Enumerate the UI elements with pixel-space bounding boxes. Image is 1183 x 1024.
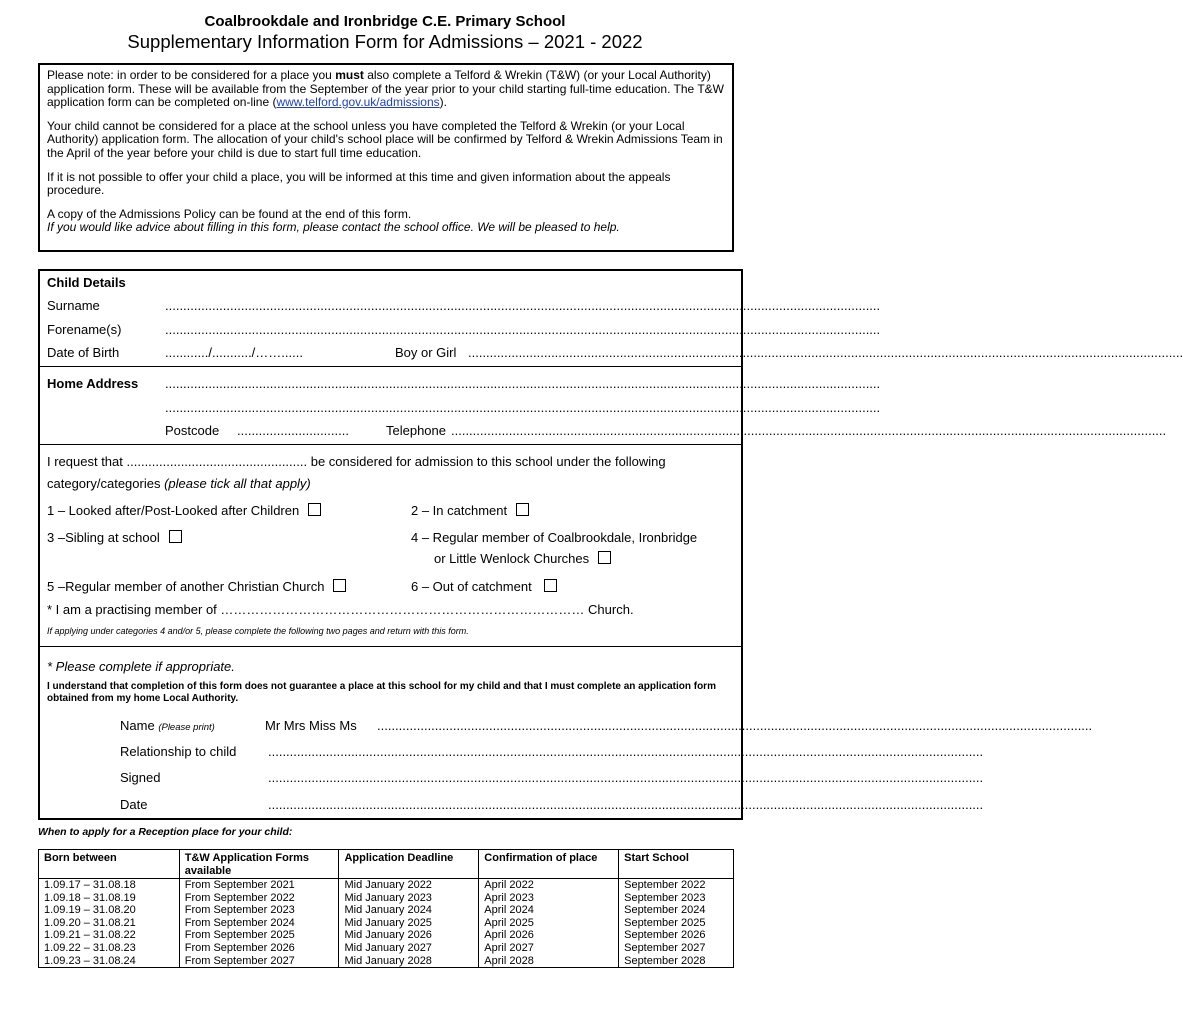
practising-member-line: * I am a practising member of ………………………………………………………………………… Church. bbox=[47, 602, 634, 617]
note-paragraph-1: Please note: in order to be considered for a place you must also complete a Telford & Wrekin (T&W) (or your Local Authority) application form. These will be available from the September of the year prior to your child starting full-time education. The T&W application form can be completed on-line (www.telford.gov.uk/admissions). bbox=[47, 68, 724, 110]
table-cell: 1.09.19 – 31.08.20 bbox=[39, 904, 180, 917]
table-row bbox=[39, 929, 734, 942]
dob-label: Date of Birth bbox=[47, 345, 120, 360]
table-row bbox=[39, 955, 734, 968]
table-cell: From September 2021 bbox=[179, 879, 339, 892]
telephone-label: Telephone bbox=[386, 423, 446, 438]
table-cell: Mid January 2022 bbox=[339, 879, 479, 892]
table-cell: From September 2027 bbox=[179, 955, 339, 968]
declaration-text: I understand that completion of this form does not guarantee a place at this school for my child and that I must complete an application form obtained from my home Local Authority. bbox=[47, 681, 716, 704]
forenames-field[interactable]: ...................................................................................................................................................................................................... bbox=[165, 322, 881, 337]
column-header: Born between bbox=[39, 850, 180, 879]
table-cell: April 2022 bbox=[479, 879, 619, 892]
table-cell: April 2025 bbox=[479, 917, 619, 930]
school-name: Coalbrookdale and Ironbridge C.E. Primary School bbox=[204, 13, 566, 30]
table-cell: From September 2022 bbox=[179, 892, 339, 905]
admissions-link[interactable]: www.telford.gov.uk/admissions bbox=[276, 95, 440, 110]
table-cell: April 2028 bbox=[479, 955, 619, 968]
schedule-heading: When to apply for a Reception place for your child: bbox=[38, 826, 293, 838]
signature-field[interactable]: ...................................................................................................................................................................................................... bbox=[268, 770, 984, 785]
table-cell: 1.09.22 – 31.08.23 bbox=[39, 942, 180, 955]
surname-label: Surname bbox=[47, 298, 100, 313]
admission-note-box bbox=[38, 63, 734, 252]
table-cell: September 2027 bbox=[619, 942, 734, 955]
table-row bbox=[39, 917, 734, 930]
table-cell: April 2026 bbox=[479, 929, 619, 942]
signed-label: Signed bbox=[120, 770, 161, 785]
address-line-1[interactable]: ...................................................................................................................................................................................................... bbox=[165, 376, 881, 391]
table-cell: Mid January 2023 bbox=[339, 892, 479, 905]
name-field[interactable]: ...................................................................................................................................................................................................... bbox=[377, 718, 1093, 733]
relationship-field[interactable]: ...................................................................................................................................................................................................... bbox=[268, 744, 984, 759]
date-field[interactable]: ...................................................................................................................................................................................................... bbox=[268, 797, 984, 812]
table-cell: Mid January 2025 bbox=[339, 917, 479, 930]
postcode-field[interactable]: ............................... bbox=[237, 423, 349, 438]
table-cell: From September 2026 bbox=[179, 942, 339, 955]
table-cell: 1.09.17 – 31.08.18 bbox=[39, 879, 180, 892]
table-cell: Mid January 2024 bbox=[339, 904, 479, 917]
category-4: 4 – Regular member of Coalbrookdale, Ironbridge bbox=[411, 530, 698, 545]
table-cell: April 2023 bbox=[479, 892, 619, 905]
category-3-checkbox[interactable] bbox=[169, 530, 182, 543]
table-row bbox=[39, 904, 734, 917]
note-paragraph-5: If you would like advice about filling in this form, please contact the school office. We will be pleased to help. bbox=[47, 220, 620, 235]
note-paragraph-4: A copy of the Admissions Policy can be found at the end of this form. bbox=[47, 206, 412, 221]
category-3: 3 –Sibling at school bbox=[47, 530, 182, 545]
home-address-heading: Home Address bbox=[47, 376, 139, 391]
category-line: category/categories (please tick all that apply) bbox=[47, 476, 311, 491]
category-5: 5 –Regular member of another Christian Church bbox=[47, 579, 346, 594]
category-note: If applying under categories 4 and/or 5, please complete the following two pages and return with this form. bbox=[47, 626, 469, 636]
postcode-label: Postcode bbox=[165, 423, 220, 438]
divider bbox=[40, 444, 741, 445]
column-header: T&W Application Forms available bbox=[179, 850, 339, 879]
category-1-checkbox[interactable] bbox=[308, 503, 321, 516]
table-row bbox=[39, 879, 734, 892]
category-6-checkbox[interactable] bbox=[544, 579, 557, 592]
table-cell: 1.09.23 – 31.08.24 bbox=[39, 955, 180, 968]
table-cell: September 2024 bbox=[619, 904, 734, 917]
note-must: must bbox=[335, 68, 364, 82]
table-cell: April 2027 bbox=[479, 942, 619, 955]
category-6: 6 – Out of catchment bbox=[411, 579, 557, 594]
application-form-box bbox=[38, 269, 1183, 820]
date-label: Date bbox=[120, 797, 148, 812]
divider bbox=[40, 646, 741, 647]
title-options: Mr Mrs Miss Ms bbox=[265, 718, 357, 733]
table-cell: September 2023 bbox=[619, 892, 734, 905]
table-cell: From September 2025 bbox=[179, 929, 339, 942]
dob-field[interactable]: ............/.........../……...... bbox=[165, 345, 303, 360]
table-cell: April 2024 bbox=[479, 904, 619, 917]
relationship-label: Relationship to child bbox=[120, 744, 237, 759]
request-child-name-field[interactable]: .................................................. bbox=[126, 454, 308, 469]
table-cell: September 2028 bbox=[619, 955, 734, 968]
table-cell: September 2026 bbox=[619, 929, 734, 942]
table-row bbox=[39, 942, 734, 955]
table-cell: From September 2023 bbox=[179, 904, 339, 917]
category-4-continued: or Little Wenlock Churches bbox=[434, 551, 611, 566]
boy-girl-field[interactable]: ...................................................................................................................................................................................................... bbox=[468, 345, 1183, 360]
form-title: Supplementary Information Form for Admissions – 2021 - 2022 bbox=[127, 31, 643, 52]
table-cell: September 2022 bbox=[619, 879, 734, 892]
church-name-field[interactable]: ………………………………………………………………………… bbox=[220, 602, 585, 617]
category-2-checkbox[interactable] bbox=[516, 503, 529, 516]
table-cell: 1.09.21 – 31.08.22 bbox=[39, 929, 180, 942]
address-line-2[interactable]: ...................................................................................................................................................................................................... bbox=[165, 400, 881, 415]
forenames-label: Forename(s) bbox=[47, 322, 122, 337]
table-cell: 1.09.18 – 31.08.19 bbox=[39, 892, 180, 905]
category-2: 2 – In catchment bbox=[411, 503, 529, 518]
table-row bbox=[39, 892, 734, 905]
category-1: 1 – Looked after/Post-Looked after Children bbox=[47, 503, 321, 518]
table-cell: September 2025 bbox=[619, 917, 734, 930]
table-cell: Mid January 2027 bbox=[339, 942, 479, 955]
note-paragraph-3: If it is not possible to offer your child a place, you will be informed at this time and given information about the appeals procedure. bbox=[47, 169, 671, 198]
telephone-field[interactable]: ...................................................................................................................................................................................................... bbox=[451, 423, 1167, 438]
table-cell: 1.09.20 – 31.08.21 bbox=[39, 917, 180, 930]
column-header: Start School bbox=[619, 850, 734, 879]
surname-field[interactable]: ...................................................................................................................................................................................................... bbox=[165, 298, 881, 313]
table-header-row bbox=[39, 850, 734, 879]
request-line: I request that .................................................. be considered for admission to this school under the following bbox=[47, 454, 666, 469]
child-details-heading: Child Details bbox=[47, 275, 126, 290]
column-header: Application Deadline bbox=[339, 850, 479, 879]
schedule-table bbox=[38, 849, 734, 968]
column-header: Confirmation of place bbox=[479, 850, 619, 879]
boy-girl-label: Boy or Girl bbox=[395, 345, 457, 360]
name-label: Name (Please print) bbox=[120, 718, 215, 733]
divider bbox=[40, 366, 741, 367]
table-cell: Mid January 2028 bbox=[339, 955, 479, 968]
complete-if-appropriate: * Please complete if appropriate. bbox=[47, 659, 235, 674]
note-paragraph-2: Your child cannot be considered for a place at the school unless you have completed the Telford & Wrekin (or your Local Authority) application form. The allocation of your child's school place will be confirmed by Telford & Wrekin Admissions Team in the April of the year before your child is due to start full time education. bbox=[47, 118, 723, 160]
category-5-checkbox[interactable] bbox=[333, 579, 346, 592]
table-cell: Mid January 2026 bbox=[339, 929, 479, 942]
category-4-checkbox[interactable] bbox=[598, 551, 611, 564]
table-cell: From September 2024 bbox=[179, 917, 339, 930]
